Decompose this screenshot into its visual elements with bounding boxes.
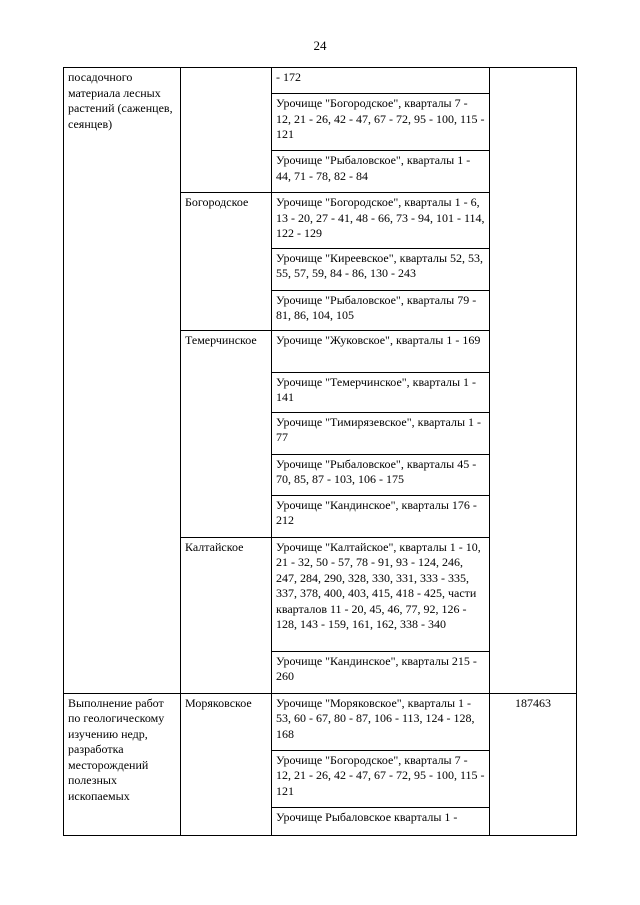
forestry-cell: Темерчинское xyxy=(181,330,272,537)
tract-entry: Урочище "Моряковское", кварталы 1 - 53, 60 - 67, 80 - 87, 106 - 113, 124 - 128, 168 xyxy=(272,693,490,750)
tract-entry: Урочище "Рыбаловское", кварталы 1 - 44, 71 - 78, 82 - 84 xyxy=(272,151,490,193)
page-number: 24 xyxy=(313,38,327,53)
tract-entry: Урочище "Темерчинское", кварталы 1 - 141 xyxy=(272,372,490,412)
table-row xyxy=(64,68,577,94)
tract-entry: Урочище "Калтайское", кварталы 1 - 10, 21 - 32, 50 - 57, 78 - 91, 93 - 124, 246, 247, 284, 290, 328, 330, 331, 333 - 335, 337, 378, 400, 403, 415, 418 - 425, части кварталов 11 - 20, 45, 46, 77, 92, 126 - 128, 143 - 159, 161, 162, 338 - 340 xyxy=(272,537,490,651)
amount-cell xyxy=(490,68,577,694)
tract-entry: Урочище "Жуковское", кварталы 1 - 169 xyxy=(272,330,490,372)
tract-entry: Урочище "Рыбаловское", кварталы 45 - 70, 85, 87 - 103, 106 - 175 xyxy=(272,454,490,495)
forestry-cell: Калтайское xyxy=(181,537,272,693)
forestry-cell: Моряковское xyxy=(181,693,272,835)
tract-entry: Урочище "Рыбаловское", кварталы 79 - 81, 86, 104, 105 xyxy=(272,290,490,330)
activity-cell: посадочного материала лесных растений (саженцев, сеянцев) xyxy=(64,68,181,694)
tract-entry: Урочище "Киреевское", кварталы 52, 53, 55, 57, 59, 84 - 86, 130 - 243 xyxy=(272,248,490,290)
tract-entry: Урочище Рыбаловское кварталы 1 - xyxy=(272,807,490,835)
tract-entry: Урочище "Богородское", кварталы 7 - 12, 21 - 26, 42 - 47, 67 - 72, 95 - 100, 115 - 121 xyxy=(272,750,490,807)
tract-entry: Урочище "Кандинское", кварталы 176 - 212 xyxy=(272,495,490,537)
tract-entry: Урочище "Богородское", кварталы 7 - 12, 21 - 26, 42 - 47, 67 - 72, 95 - 100, 115 - 121 xyxy=(272,94,490,151)
table-row xyxy=(64,693,577,750)
tract-entry: Урочище "Тимирязевское", кварталы 1 - 77 xyxy=(272,412,490,454)
amount-cell: 187463 xyxy=(490,693,577,835)
forestry-quarters-table xyxy=(63,67,577,836)
tract-entry: - 172 xyxy=(272,68,490,94)
tract-entry: Урочище "Кандинское", кварталы 215 - 260 xyxy=(272,651,490,693)
forestry-cell: Богородское xyxy=(181,193,272,331)
tract-entry: Урочище "Богородское", кварталы 1 - 6, 13 - 20, 27 - 41, 48 - 66, 73 - 94, 101 - 114, 122 - 129 xyxy=(272,193,490,249)
forestry-cell xyxy=(181,68,272,193)
activity-cell: Выполнение работ по геологическому изучению недр, разработка месторождений полезных ископаемых xyxy=(64,693,181,835)
